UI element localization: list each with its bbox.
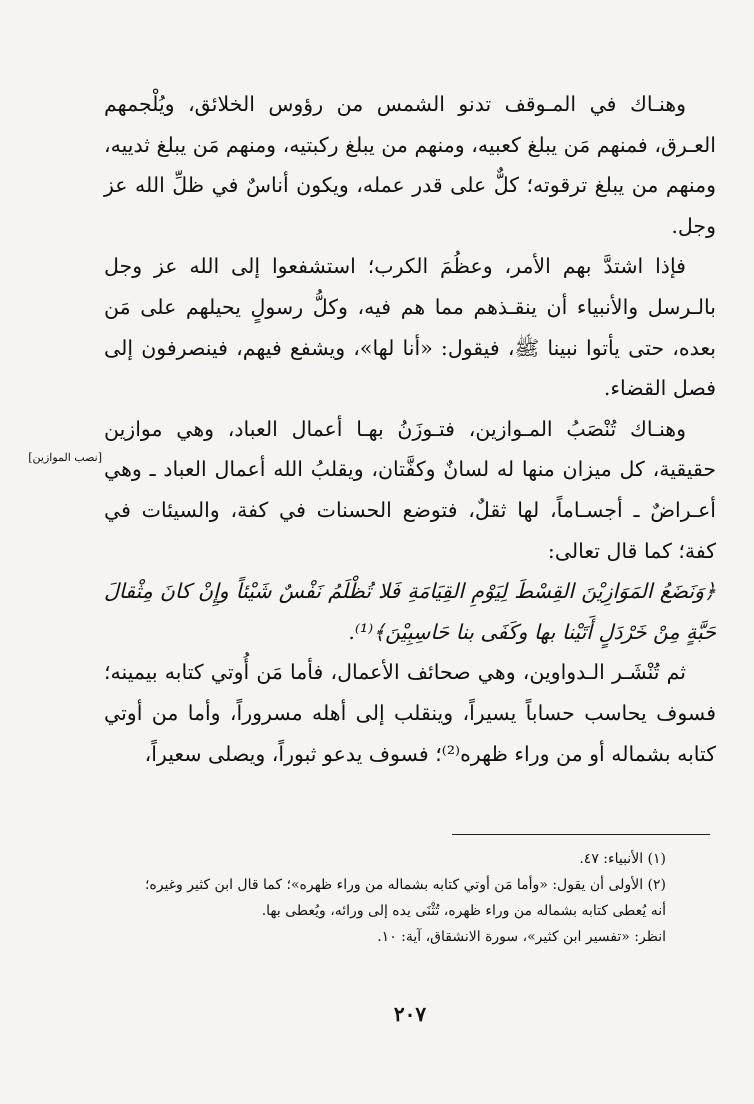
footnote-1: (١) الأنبياء: ٤٧.: [579, 851, 666, 867]
paragraph-records: ثم تُنْشَـر الـدواوين، وهي صحائف الأعمال، فأما مَن أُوتي كتابه بيمينه؛ فسوف يحاسب حساباً يسيراً، وينقلب إلى أهله مسروراً، وأما من أوتي كتابه بشماله أو من وراء ظهره⁽²⁾؛ فسوف يدعو ثبوراً، ويصلى سعيراً،: [104, 660, 716, 766]
paragraph-sun-standing: وهنـاك في المـوقف تدنو الشمس من رؤوس الخلائق، ويُلْجمهم العـرق، فمنهم مَن يبلغ كعبيه، ومنهم من يبلغ ركبتيه، ومنهم مَن يبلغ ثدييه، ومنهم من يبلغ ترقوته؛ كلٌّ على قدر عمله، ويكون أناسٌ في ظلِّ الله عز وجل.: [104, 92, 716, 238]
margin-note: [نصب الموازين]: [28, 451, 102, 464]
footnote-2-reference: انظر: «تفسير ابن كثير»، سورة الانشقاق، آية: ١٠.: [377, 929, 666, 945]
main-text: [104, 84, 716, 774]
footnote-divider: [452, 834, 710, 835]
footnote-2: (٢) الأولى أن يقول: «وأما مَن أوتي كتابه بشماله من وراء ظهره»؛ كما قال ابن كثير وغيره؛ أنه يُعطى كتابه بشماله من وراء ظهره، تُثْنَى يده إلى ورائه، ويُعطى بها.: [144, 877, 666, 919]
paragraph-scales: وهنـاك تُنْصَبُ المـوازين، فتـوزَنُ بهـا أعمال العباد، وهي موازين حقيقية، كل ميزان منها له لسانٌ وكفَّتان، ويقلبُ الله أعمال العباد ـ وهي أعـراضٌ ـ أجسـاماً، لها ثقلٌ، فتوضع الحسنات في كفة، والسيئات في كفة؛ كما قال تعالى:: [104, 416, 716, 563]
quran-verse: ﴿وَنَضَعُ المَوَازِيْنَ القِسْطَ لِيَوْمِ القِيَامَةِ فَلا تُظْلَمُ نَفْسٌ شَيْئاً وإِنْ كانَ مِثْقالَ حَبَّةٍ مِنْ خَرْدَلٍ أَتَيْنا بها وكَفَى بنا حَاسِبِيْنَ﴾⁽¹⁾.: [104, 579, 716, 644]
page-number: ٢٠٧: [393, 1002, 427, 1026]
paragraph-intercession: فإذا اشتدَّ بهم الأمر، وعظُمَ الكرب؛ استشفعوا إلى الله عز وجل بالـرسل والأنبياء أن ينقـذهم مما هم فيه، وكلُّ رسولٍ يحيلهم على مَن بعده، حتى يأتوا نبينا ﷺ، فيقول: «أنا لها»، ويشفع فيهم، فينصرفون إلى فصل القضاء.: [104, 254, 716, 401]
footnotes: [136, 846, 700, 950]
